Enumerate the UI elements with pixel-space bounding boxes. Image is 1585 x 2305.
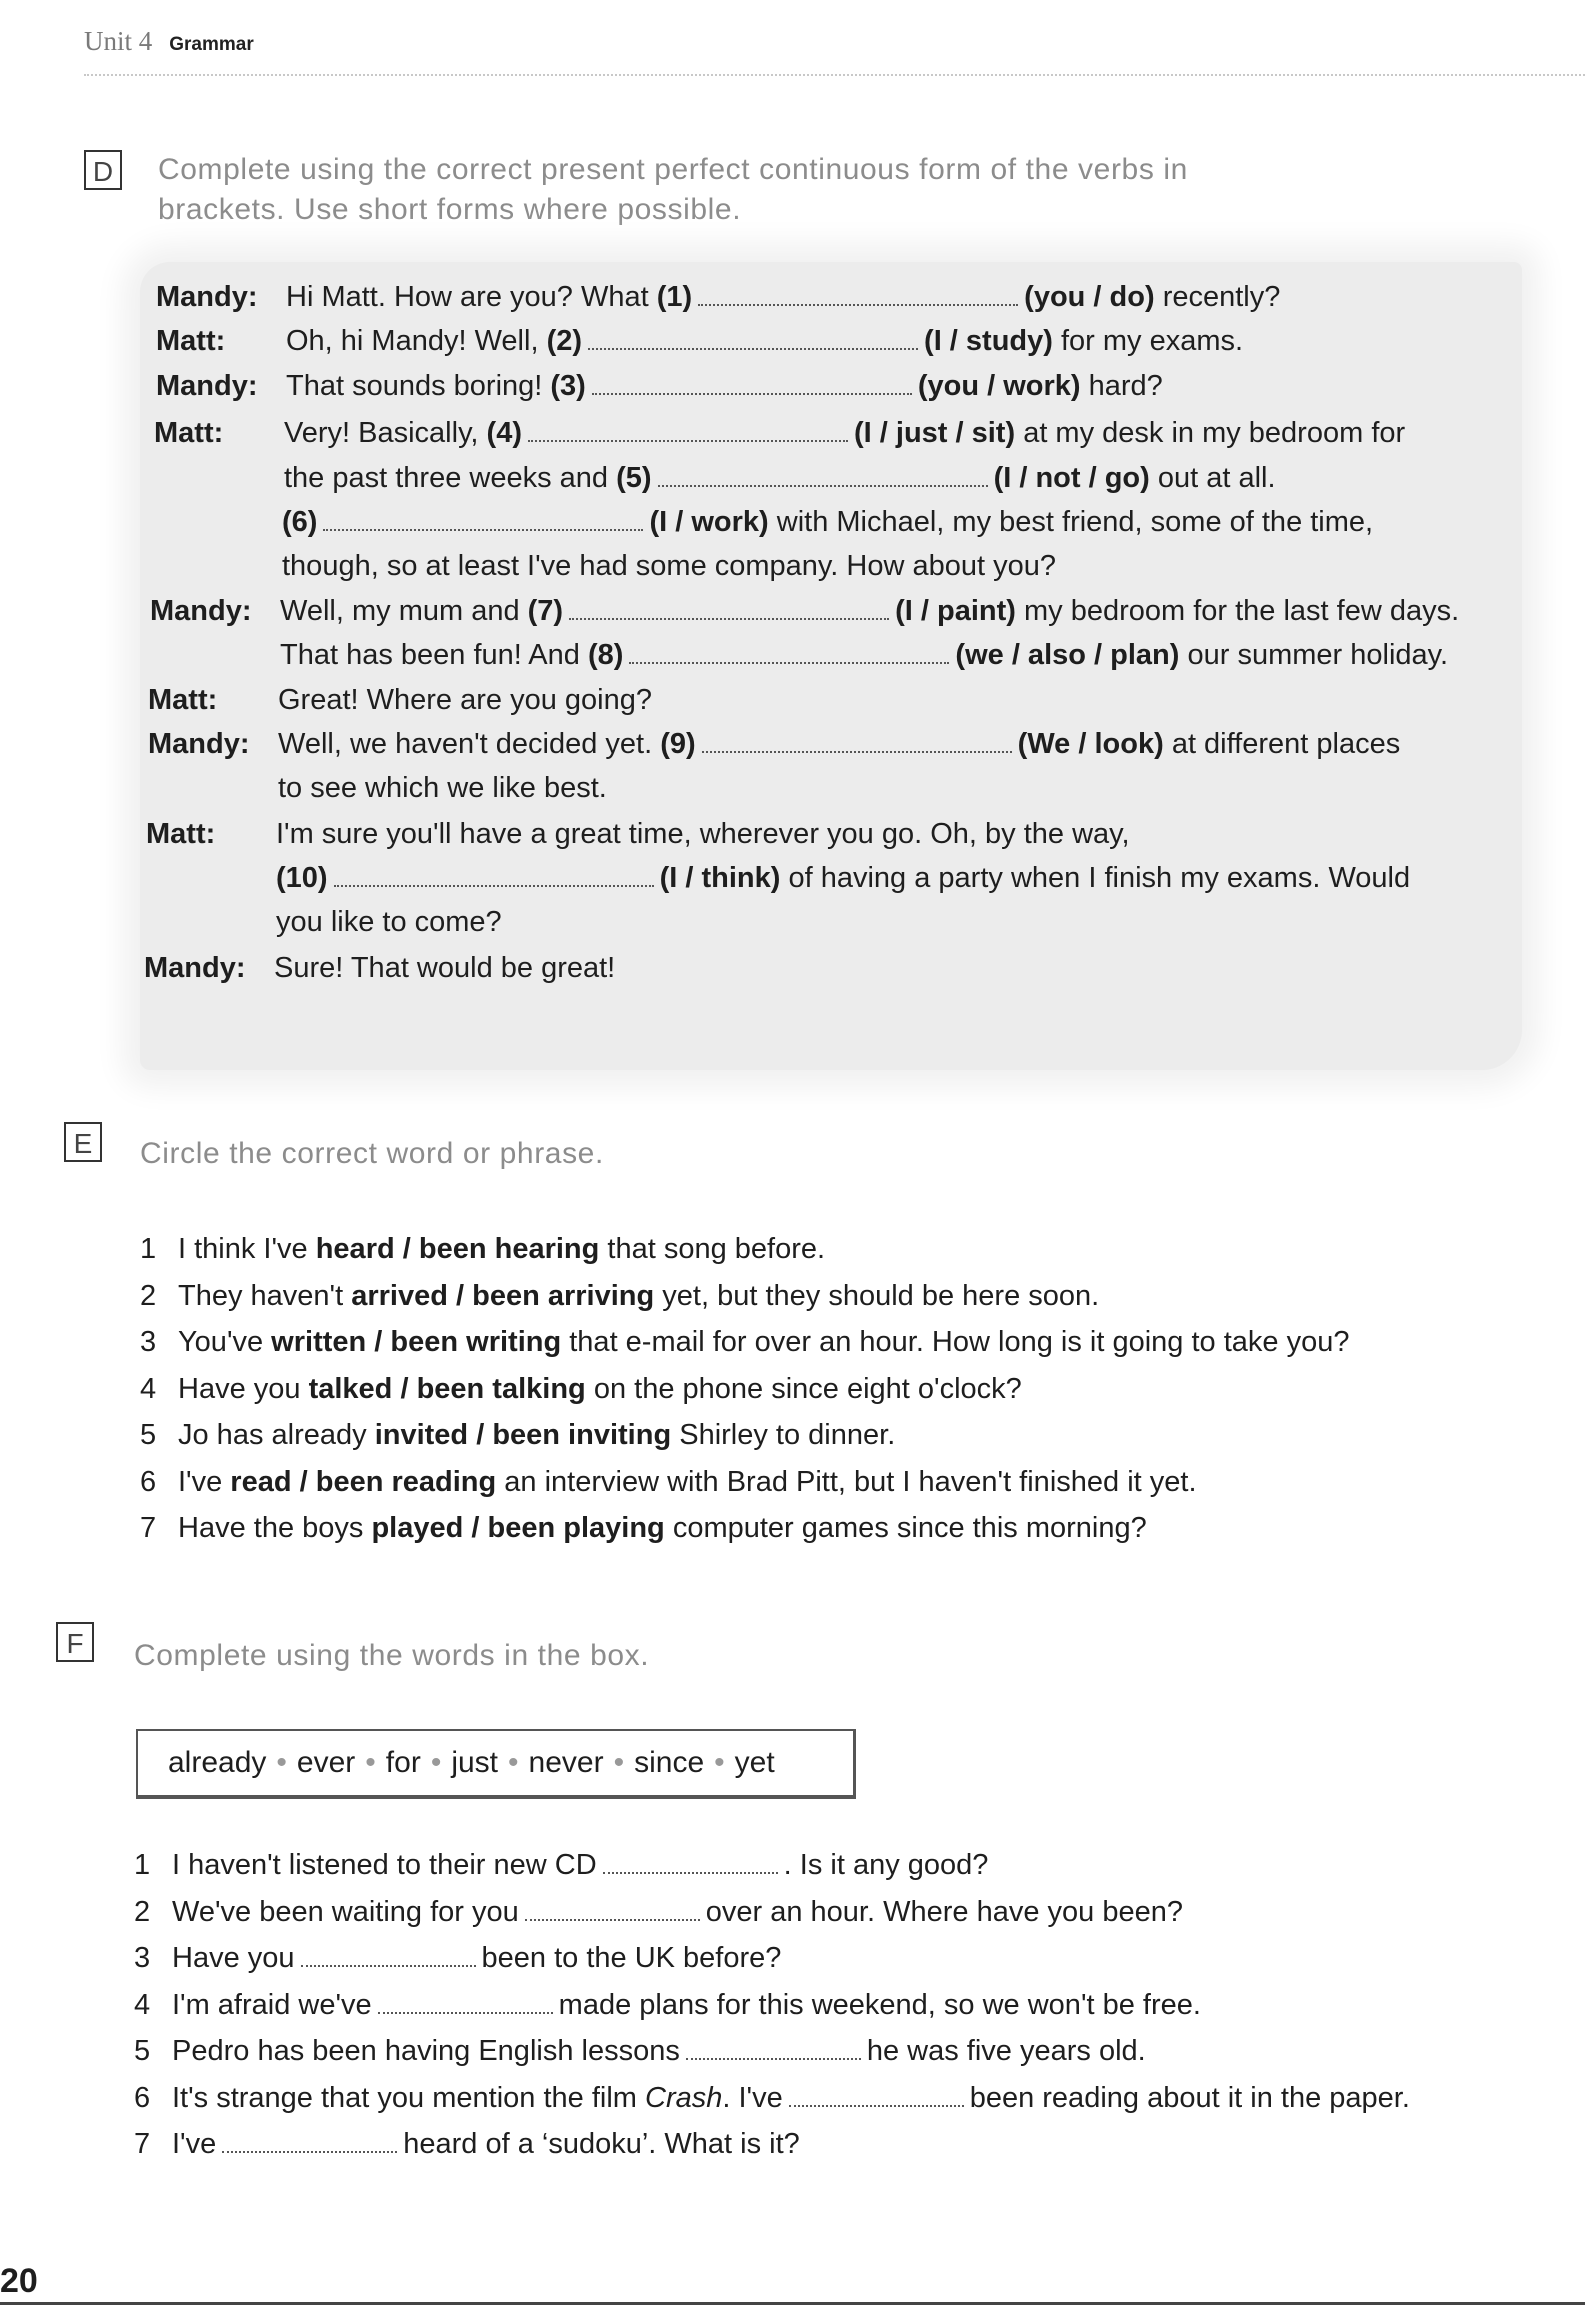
item-text: Jo has already: [178, 1419, 367, 1451]
dialogue-segment: Sure! That would be great!: [274, 952, 616, 984]
item-number: 3: [140, 1326, 157, 1358]
item-text: . I've: [722, 2081, 783, 2114]
item-text: I've: [178, 1465, 223, 1498]
verb-prompt: (I / paint): [895, 595, 1016, 627]
dialogue-text: [278, 722, 1493, 766]
dialogue-text: [280, 589, 1495, 633]
box-word: never: [528, 1746, 604, 1779]
box-word: for: [385, 1746, 421, 1779]
item-text: I think I've: [178, 1233, 308, 1265]
answer-blank[interactable]: [301, 1943, 476, 1967]
answer-blank[interactable]: [334, 863, 654, 887]
answer-options[interactable]: invited / been inviting: [374, 1419, 672, 1451]
answer-blank[interactable]: [592, 371, 912, 395]
item-number: 2: [140, 1279, 157, 1312]
exercise-d-instruction-line1: Complete using the correct present perfect continuous form of the verbs in: [158, 153, 1188, 186]
dialogue-segment: out at all.: [1157, 462, 1276, 494]
item-text: It's strange that you mention the film: [172, 2081, 637, 2114]
dialogue-line: [150, 633, 1510, 677]
answer-blank[interactable]: [222, 2129, 397, 2153]
verb-prompt: (I / work): [649, 506, 769, 538]
unit-label: Unit 4: [84, 26, 153, 56]
exercise-f-list: [134, 1842, 1410, 2168]
gap-number: (5): [616, 462, 652, 494]
word-separator: •: [365, 1746, 376, 1779]
item-text: been to the UK before?: [481, 1942, 782, 1974]
item-number: 4: [140, 1372, 157, 1405]
speaker-name: Mandy:: [156, 281, 258, 313]
dialogue-segment: at different places: [1171, 728, 1401, 760]
item-text: Pedro has been having English lessons: [172, 2035, 680, 2067]
item-number: 1: [134, 1849, 151, 1881]
exercise-f-letter: F: [56, 1622, 94, 1662]
dialogue-line: [156, 319, 1516, 363]
exercise-f-instruction: Complete using the words in the box.: [134, 1639, 650, 1672]
box-word: just: [451, 1746, 499, 1779]
item-text: an interview with Brad Pitt, but I haven't finished it yet.: [504, 1465, 1197, 1498]
exercise-f-item: [134, 2028, 1410, 2075]
dialogue-line: [156, 275, 1516, 319]
answer-options[interactable]: read / been reading: [230, 1465, 497, 1498]
item-text: that song before.: [607, 1233, 826, 1265]
dialogue-text: [286, 319, 1501, 363]
dialogue-segment: Hi Matt. How are you? What: [286, 281, 649, 313]
item-number: 7: [134, 2128, 151, 2160]
gap-number: (7): [527, 595, 564, 627]
box-word: ever: [296, 1746, 356, 1779]
item-text: he was five years old.: [866, 2035, 1146, 2067]
word-box: [136, 1729, 856, 1799]
exercise-f-item: [134, 1889, 1410, 1936]
dialogue-segment: at my desk in my bedroom for: [1023, 417, 1406, 449]
item-text: They haven't: [178, 1279, 344, 1312]
item-text: Have the boys: [178, 1512, 364, 1544]
item-number: 4: [134, 1988, 151, 2021]
dialogue-segment: to see which we like best.: [278, 772, 607, 804]
dialogue-text: [276, 856, 1491, 900]
dialogue-line: [144, 946, 1504, 990]
dialogue-line: [156, 364, 1516, 408]
gap-number: (4): [486, 417, 522, 449]
dialogue-segment: you like to come?: [276, 906, 502, 938]
dialogue-text: [284, 411, 1499, 455]
item-text: Shirley to dinner.: [679, 1419, 896, 1451]
item-text: on the phone since eight o'clock?: [593, 1372, 1022, 1405]
dialogue-segment: I'm sure you'll have a great time, wherever you go. Oh, by the way,: [276, 818, 1130, 850]
speaker-name: Mandy:: [150, 595, 252, 627]
word-separator: •: [508, 1746, 519, 1779]
dialogue-line: [152, 500, 1512, 544]
item-text: over an hour. Where have you been?: [705, 1895, 1183, 1928]
gap-number: (8): [587, 639, 624, 671]
dialogue-line: [150, 589, 1510, 633]
answer-blank[interactable]: [378, 1990, 553, 2014]
dialogue-text: [286, 275, 1501, 319]
dialogue-segment: That sounds boring!: [286, 370, 543, 402]
box-word: already: [168, 1746, 267, 1779]
dialogue-segment: Well, we haven't decided yet.: [278, 728, 653, 760]
exercise-f-item: [134, 2121, 1410, 2168]
verb-prompt: (I / study): [924, 325, 1053, 357]
verb-prompt: (you / do): [1024, 281, 1155, 313]
dialogue-segment: though, so at least I've had some company. How about you?: [282, 550, 1056, 582]
item-text: heard of a ‘sudoku’. What is it?: [403, 2128, 800, 2160]
speaker-name: Mandy:: [148, 728, 250, 760]
box-word: yet: [734, 1746, 775, 1779]
exercise-e-item: [140, 1273, 1349, 1320]
page-number: 20: [0, 2262, 38, 2300]
item-text: made plans for this weekend, so we won't be free.: [558, 1988, 1201, 2021]
verb-prompt: (I / not / go): [993, 462, 1150, 494]
dialogue-segment: our summer holiday.: [1187, 639, 1449, 671]
speaker-name: Matt:: [148, 684, 218, 716]
exercise-f-item: [134, 1842, 1410, 1889]
exercise-e-item: [140, 1459, 1349, 1506]
dialogue-segment: Great! Where are you going?: [278, 684, 652, 716]
dialogue-line: [146, 812, 1506, 856]
answer-blank[interactable]: [323, 507, 643, 531]
film-title: Crash: [645, 2081, 723, 2114]
answer-options[interactable]: talked / been talking: [308, 1372, 586, 1405]
exercise-e-item: [140, 1412, 1349, 1459]
dialogue-segment: with Michael, my best friend, some of the time,: [776, 506, 1374, 538]
dialogue-line: [152, 544, 1512, 588]
exercise-e-list: [140, 1226, 1349, 1552]
item-text: computer games since this morning?: [672, 1512, 1147, 1544]
dialogue-text: [278, 766, 1493, 810]
dialogue-text: [282, 544, 1497, 588]
item-text: You've: [178, 1326, 264, 1358]
verb-prompt: (I / just / sit): [854, 417, 1016, 449]
exercise-e-item: [140, 1366, 1349, 1413]
dialogue-text: [286, 364, 1501, 408]
word-separator: •: [276, 1746, 287, 1779]
answer-blank[interactable]: [686, 2036, 861, 2060]
gap-number: (1): [656, 281, 693, 313]
answer-options[interactable]: written / been writing: [271, 1326, 562, 1358]
item-text: I haven't listened to their new CD: [172, 1849, 597, 1881]
dialogue-line: [148, 722, 1508, 766]
dialogue-segment: of having a party when I finish my exams. Would: [788, 862, 1411, 894]
section-label: Grammar: [169, 34, 254, 55]
item-text: been reading about it in the paper.: [969, 2081, 1410, 2114]
speaker-name: Matt:: [156, 325, 226, 357]
dialogue-segment: recently?: [1162, 281, 1281, 313]
answer-blank[interactable]: [603, 1850, 778, 1874]
gap-number: (6): [282, 506, 318, 538]
answer-blank[interactable]: [658, 463, 988, 487]
word-separator: •: [430, 1746, 442, 1779]
verb-prompt: (We / look): [1017, 728, 1164, 760]
dialogue-text: [280, 633, 1495, 677]
item-text: Have you: [178, 1372, 301, 1405]
speaker-name: Mandy:: [144, 952, 246, 984]
answer-blank[interactable]: [569, 596, 889, 620]
dialogue-text: [282, 500, 1497, 544]
answer-blank[interactable]: [629, 640, 949, 664]
dialogue-text: [284, 456, 1499, 500]
item-number: 6: [140, 1465, 157, 1498]
answer-options[interactable]: heard / been hearing: [315, 1233, 600, 1265]
speaker-name: Mandy:: [156, 370, 258, 402]
answer-blank[interactable]: [525, 1897, 700, 1921]
verb-prompt: (I / think): [659, 862, 781, 894]
dialogue-line: [148, 766, 1508, 810]
dialogue-segment: hard?: [1088, 370, 1163, 402]
exercise-d-instruction: [158, 150, 1188, 230]
dialogue-text: [276, 900, 1491, 944]
dialogue-text: [276, 812, 1491, 856]
exercise-e-item: [140, 1505, 1349, 1552]
exercise-e-letter: E: [64, 1122, 102, 1162]
answer-blank[interactable]: [702, 729, 1012, 753]
dialogue-segment: Very! Basically,: [284, 417, 479, 449]
page-header: [84, 26, 254, 57]
item-number: 5: [134, 2035, 151, 2067]
item-number: 1: [140, 1233, 157, 1265]
dialogue-line: [146, 900, 1506, 944]
dialogue-line: [154, 411, 1514, 455]
item-number: 5: [140, 1419, 157, 1451]
item-number: 2: [134, 1895, 151, 1928]
dialogue-segment: Well, my mum and: [280, 595, 520, 627]
exercise-f-item: [134, 2075, 1410, 2122]
dialogue-segment: my bedroom for the last few days.: [1023, 595, 1460, 627]
dialogue-line: [148, 678, 1508, 722]
item-text: I'm afraid we've: [172, 1988, 372, 2021]
exercise-e-item: [140, 1319, 1349, 1366]
answer-blank[interactable]: [698, 282, 1018, 306]
item-number: 7: [140, 1512, 157, 1544]
dialogue-line: [154, 456, 1514, 500]
item-number: 6: [134, 2081, 151, 2114]
word-separator: •: [714, 1746, 725, 1779]
item-text: We've been waiting for you: [172, 1895, 519, 1928]
item-text: . Is it any good?: [783, 1849, 989, 1881]
header-divider: [84, 74, 1585, 76]
gap-number: (10): [276, 862, 328, 894]
exercise-d-letter: D: [84, 150, 122, 190]
dialogue-segment: Oh, hi Mandy! Well,: [286, 325, 539, 357]
dialogue-segment: for my exams.: [1060, 325, 1244, 357]
box-word: since: [634, 1746, 705, 1779]
answer-options[interactable]: played / been playing: [371, 1512, 665, 1544]
dialogue-segment: the past three weeks and: [284, 462, 609, 494]
speaker-name: Matt:: [154, 417, 224, 449]
answer-blank[interactable]: [528, 418, 848, 442]
item-text: Have you: [172, 1942, 295, 1974]
exercise-f-item: [134, 1935, 1410, 1982]
dialogue-segment: That has been fun! And: [280, 639, 580, 671]
exercise-d-instruction-line2: brackets. Use short forms where possible.: [158, 193, 742, 226]
dialogue-text: [278, 678, 1493, 722]
verb-prompt: (we / also / plan): [955, 639, 1180, 671]
speaker-name: Matt:: [146, 818, 216, 850]
exercise-e-instruction: Circle the correct word or phrase.: [140, 1137, 604, 1170]
dialogue-text: [274, 946, 1489, 990]
gap-number: (2): [546, 325, 583, 357]
exercise-e-item: [140, 1226, 1349, 1273]
answer-blank[interactable]: [588, 326, 918, 350]
word-separator: •: [613, 1746, 625, 1779]
answer-options[interactable]: arrived / been arriving: [351, 1279, 655, 1312]
item-text: that e-mail for over an hour. How long is it going to take you?: [569, 1326, 1350, 1358]
dialogue-line: [146, 856, 1506, 900]
item-number: 3: [134, 1942, 151, 1974]
gap-number: (9): [660, 728, 696, 760]
verb-prompt: (you / work): [917, 370, 1081, 402]
exercise-f-item: [134, 1982, 1410, 2029]
item-text: yet, but they should be here soon.: [662, 1279, 1100, 1312]
answer-blank[interactable]: [789, 2083, 964, 2107]
gap-number: (3): [550, 370, 586, 402]
item-text: I've: [172, 2128, 217, 2160]
